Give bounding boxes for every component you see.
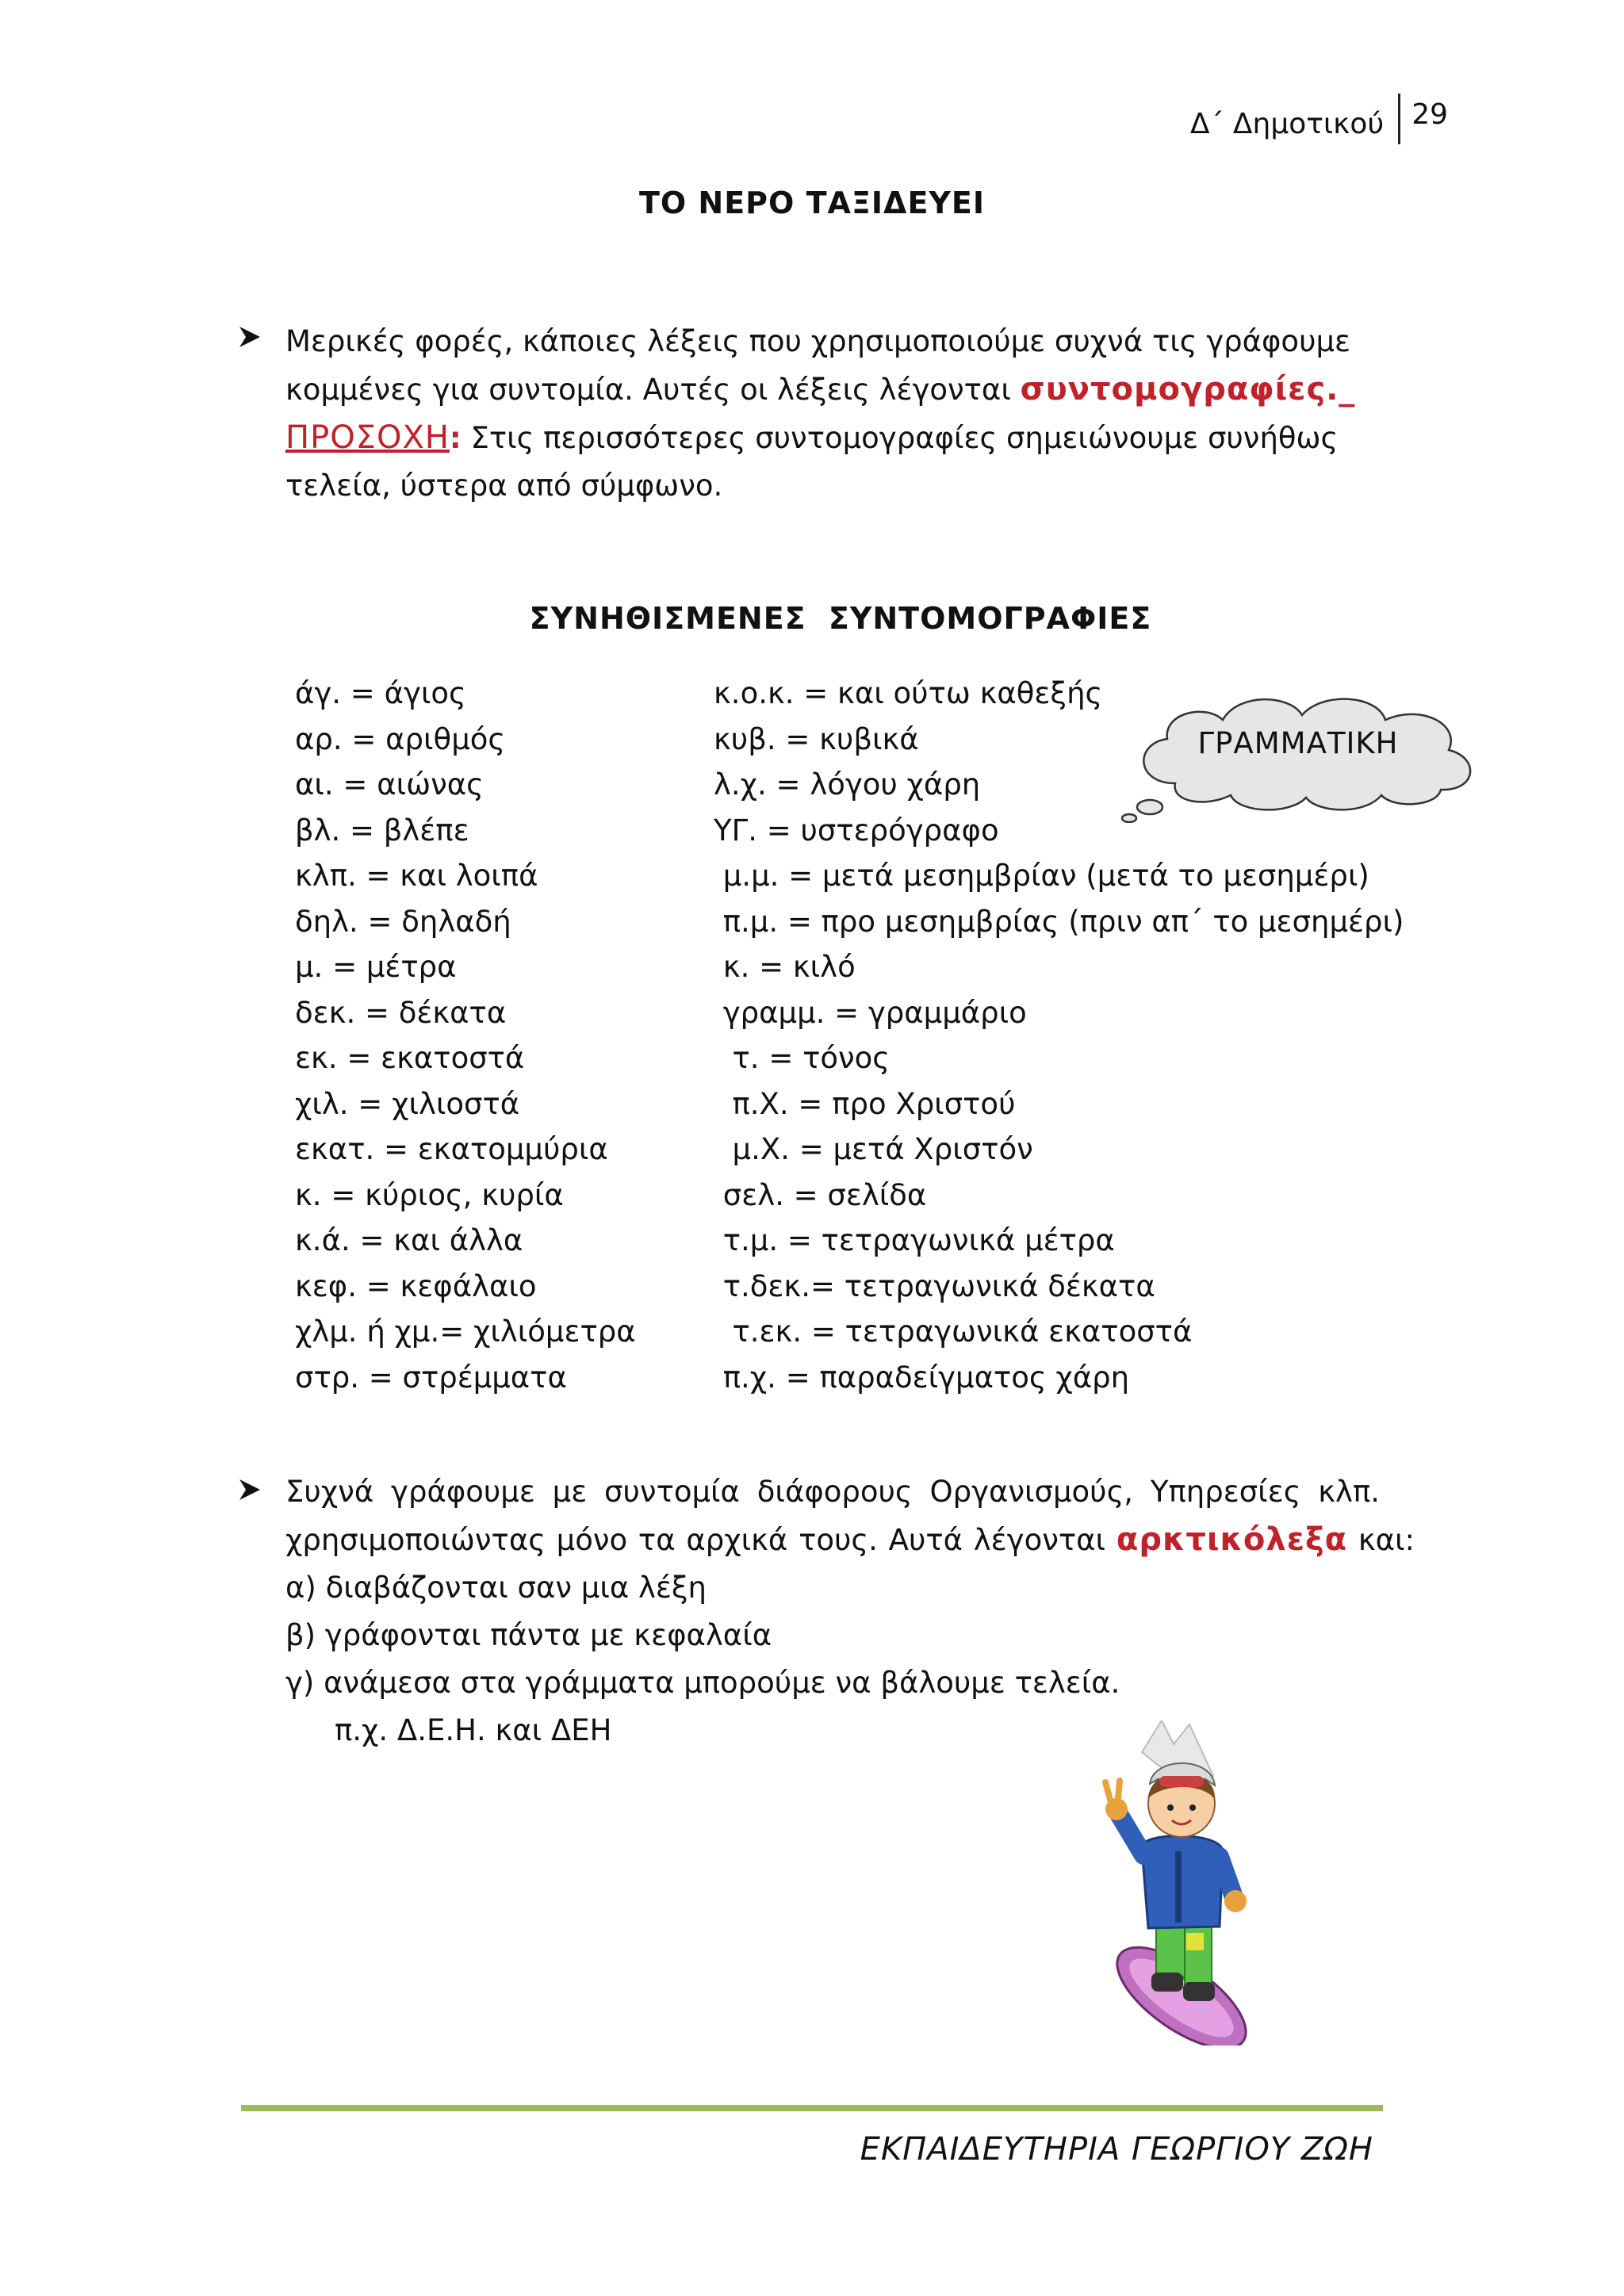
attention-colon: :: [449, 421, 462, 455]
abbreviation-entry: τ.μ. = τετραγωνικά μέτρα: [714, 1223, 1115, 1257]
term-abbreviations: συντομογραφίες._: [1020, 371, 1356, 408]
abbreviation-entry: μ.Χ. = μετά Χριστόν: [714, 1132, 1033, 1166]
acronyms-rule-c: γ) ανάμεσα στα γράμματα μπορούμε να βάλουμε τελεία.: [285, 1666, 1120, 1700]
abbreviation-entry: λ.χ. = λόγου χάρη: [714, 767, 981, 802]
abbreviation-entry: δηλ. = δηλαδή: [295, 904, 511, 939]
intro-line-3-text: Στις περισσότερες συντομογραφίες σημειώνουμε συνήθως: [461, 421, 1339, 455]
page-header: [1190, 94, 1448, 144]
acronyms-line-1: Συχνά γράφουμε με συντομία διάφορους Οργανισμούς, Υπηρεσίες κλπ.: [285, 1475, 1380, 1509]
abbreviation-entry: δεκ. = δέκατα: [295, 995, 507, 1030]
abbreviation-entry: αρ. = αριθμός: [295, 721, 506, 756]
abbreviation-entry: κ.ά. = και άλλα: [295, 1223, 523, 1257]
abbreviation-entry: άγ. = άγιος: [295, 676, 466, 710]
footer-school-name: ΕΚΠΑΙΔΕΥΤΗΡΙΑ ΓΕΩΡΓΙΟΥ ΖΩΗ: [860, 2131, 1373, 2168]
abbreviation-entry: κ. = κύριος, κυρία: [295, 1177, 564, 1212]
intro-line-2-text: κομμένες για συντομία. Αυτές οι λέξεις λέγονται: [285, 373, 1021, 407]
term-acronyms: αρκτικόλεξα: [1116, 1521, 1348, 1558]
abbreviation-entry: τ.δεκ.= τετραγωνικά δέκατα: [714, 1269, 1155, 1303]
intro-paragraph: [285, 318, 1388, 510]
abbreviation-entry: κυβ. = κυβικά: [714, 721, 919, 756]
abbreviation-entry: βλ. = βλέπε: [295, 813, 469, 848]
section-subtitle: ΣΥΝΗΘΙΣΜΕΝΕΣ ΣΥΝΤΟΜΟΓΡΑΦΙΕΣ: [529, 601, 1152, 636]
abbreviations-left-column: [295, 671, 636, 1400]
acronyms-rule-b: β) γράφονται πάντα με κεφαλαία: [285, 1618, 772, 1652]
arrow-bullet-icon: [238, 1476, 262, 1509]
abbreviation-entry: π.Χ. = προ Χριστού: [714, 1086, 1016, 1121]
abbreviation-entry: π.χ. = παραδείγματος χάρη: [714, 1360, 1130, 1395]
abbreviation-entry: κεφ. = κεφάλαιο: [295, 1269, 537, 1303]
intro-line-3: [285, 414, 1388, 462]
abbreviation-entry: κλπ. = και λοιπά: [295, 859, 538, 893]
abbreviation-entry: ΥΓ. = υστερόγραφο: [714, 813, 999, 848]
abbreviation-entry: κ. = κιλό: [714, 950, 856, 984]
abbreviation-entry: χιλ. = χιλιοστά: [295, 1086, 520, 1121]
acronyms-paragraph: [285, 1468, 1415, 1755]
abbreviation-entry: γραμμ. = γραμμάριο: [714, 995, 1027, 1030]
abbreviation-entry: τ.εκ. = τετραγωνικά εκατοστά: [714, 1314, 1193, 1349]
abbreviation-entry: τ. = τόνος: [714, 1041, 891, 1075]
abbreviation-entry: κ.ο.κ. = και ούτω καθεξής: [714, 676, 1103, 710]
abbreviation-entry: εκατ. = εκατομμύρια: [295, 1132, 608, 1166]
attention-label: ΠΡΟΣΟΧΗ: [285, 419, 450, 456]
intro-line-4: τελεία, ύστερα από σύμφωνο.: [285, 469, 723, 503]
footer-rule: [241, 2105, 1383, 2111]
arrow-bullet-icon: [238, 323, 262, 356]
acronyms-rule-a: α) διαβάζονται σαν μια λέξη: [285, 1571, 707, 1605]
abbreviation-entry: μ. = μέτρα: [295, 950, 457, 984]
acronyms-line-2-end: και:: [1347, 1523, 1415, 1557]
abbreviation-entry: αι. = αιώνας: [295, 767, 484, 802]
abbreviation-entry: μ.μ. = μετά μεσημβρίαν (μετά το μεσημέρι): [714, 859, 1369, 893]
abbreviation-entry: π.μ. = προ μεσημβρίας (πριν απ΄ το μεσημέρι): [714, 904, 1404, 939]
abbreviation-entry: σελ. = σελίδα: [714, 1177, 927, 1212]
cloud-label-grammar: ΓΡΑΜΜΑΤΙΚΗ: [1197, 726, 1399, 760]
abbreviation-entry: χλμ. ή χμ.= χιλιόμετρα: [295, 1314, 636, 1349]
page-title: ΤΟ ΝΕΡΟ ΤΑΞΙΔΕΥΕΙ: [638, 186, 986, 220]
grade-level: Δ΄ Δημοτικού: [1189, 108, 1385, 140]
acronyms-line-2: [285, 1516, 1415, 1564]
snowboarder-kid-illustration: [1086, 1720, 1269, 2045]
acronyms-example: π.χ. Δ.Ε.Η. και ΔΕΗ: [335, 1713, 612, 1747]
abbreviation-entry: στρ. = στρέμματα: [295, 1360, 567, 1395]
acronyms-line-2-text: χρησιμοποιώντας μόνο τα αρχικά τους. Αυτά λέγονται: [285, 1523, 1116, 1557]
abbreviation-entry: εκ. = εκατοστά: [295, 1041, 525, 1075]
intro-line-1: Μερικές φορές, κάποιες λέξεις που χρησιμοποιούμε συχνά τις γράφουμε: [285, 324, 1351, 358]
intro-line-2: [285, 365, 1388, 414]
page-number: 29: [1411, 98, 1448, 131]
